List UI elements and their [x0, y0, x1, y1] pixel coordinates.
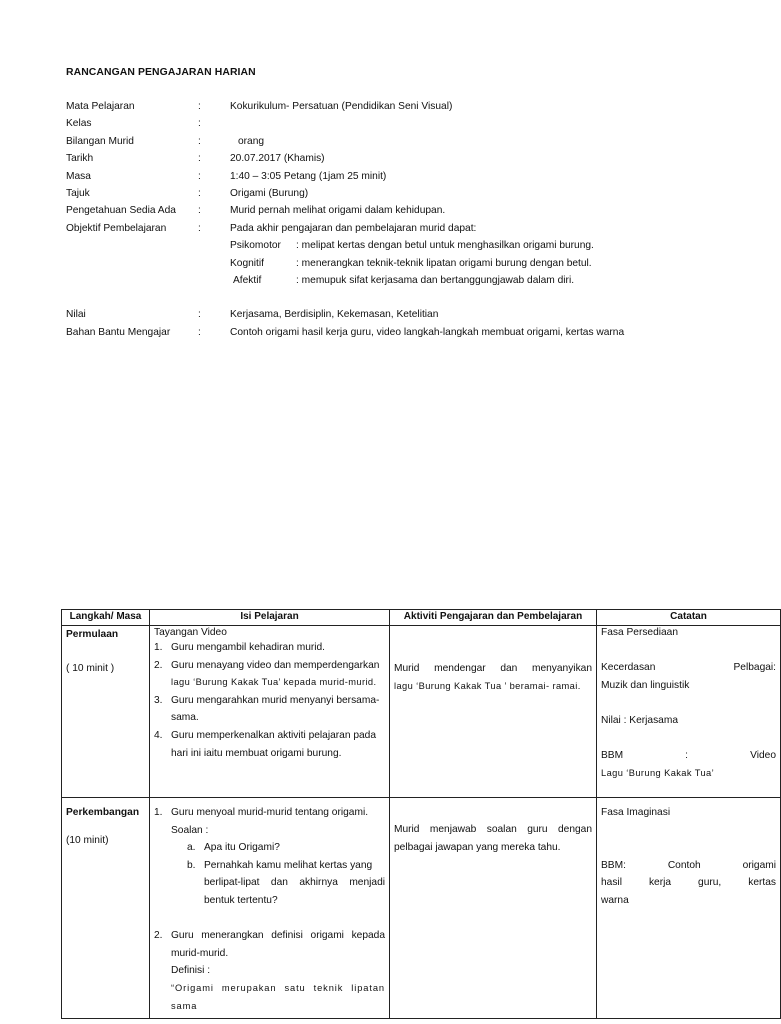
- list-item: 2. Guru menerangkan definisi origami kepada murid-murid. Definisi : “Origami merupakan satu teknik lipatan sama: [154, 930, 385, 1011]
- objective-desc: : menerangkan teknik-teknik lipatan origami burung dengan betul.: [296, 257, 592, 269]
- info-label: Mata Pelajaran: [66, 101, 135, 112]
- info-value: Origami (Burung): [230, 187, 309, 199]
- objective-desc: : melipat kertas dengan betul untuk menghasilkan origami burung.: [296, 240, 594, 252]
- step-time: ( 10 minit ): [66, 663, 115, 674]
- table-row-perkembangan: [62, 798, 781, 1019]
- info-label: Bilangan Murid: [66, 135, 134, 147]
- step-time: (10 minit): [66, 834, 109, 846]
- info-colon: :: [198, 222, 201, 234]
- info-value: Murid pernah melihat origami dalam kehidupan.: [230, 205, 446, 217]
- info-colon: :: [198, 326, 201, 338]
- catatan-bbm: BBM : Video: [601, 749, 776, 761]
- info-value: Contoh origami hasil kerja guru, video langkah-langkah membuat origami, kertas warna: [230, 326, 625, 338]
- info-value: orang: [238, 135, 265, 147]
- header-aktiviti: Aktiviti Pengajaran dan Pembelajaran: [390, 610, 597, 626]
- catatan-bbm: BBM: Contoh origami hasil kerja guru, kertas warna: [601, 859, 776, 906]
- catatan-cell: [597, 626, 781, 798]
- catatan-cell: [597, 798, 781, 1019]
- info-colon: :: [198, 170, 201, 182]
- table-header-row: [62, 610, 781, 626]
- info-label: Tajuk: [66, 187, 90, 199]
- objective-key: Kognitif: [230, 257, 264, 269]
- catatan-nilai: Nilai : Kerjasama: [601, 714, 678, 726]
- isi-heading: Tayangan Video: [154, 627, 227, 638]
- aktiviti-cell: [390, 626, 597, 798]
- info-colon: :: [198, 187, 201, 199]
- info-colon: :: [198, 118, 201, 130]
- table-row-permulaan: [62, 626, 781, 798]
- step-label: Permulaan: [66, 629, 119, 640]
- header-langkah: Langkah/ Masa: [62, 610, 150, 626]
- info-value: 20.07.2017 (Khamis): [230, 153, 325, 165]
- info-colon: :: [198, 135, 201, 147]
- list-item: 1. Guru mengambil kehadiran murid.: [154, 642, 326, 653]
- info-value: 1:40 – 3:05 Petang (1jam 25 minit): [230, 170, 387, 182]
- info-label: Nilai: [66, 309, 86, 321]
- info-label: Tarikh: [66, 153, 94, 165]
- info-value: Kerjasama, Berdisiplin, Kekemasan, Ketelitian: [230, 309, 439, 321]
- aktiviti-cell: [390, 798, 597, 1019]
- isi-list: [154, 804, 385, 1015]
- objective-key: Psikomotor: [230, 240, 281, 252]
- info-value: Kokurikulum- Persatuan (Pendidikan Seni Visual): [230, 101, 453, 112]
- info-colon: :: [198, 205, 201, 217]
- info-label: Bahan Bantu Mengajar: [66, 326, 171, 338]
- isi-cell: [150, 798, 390, 1019]
- catatan-kecerdasan-detail: Muzik dan linguistik: [601, 679, 690, 691]
- info-colon: :: [198, 153, 201, 165]
- page-title: RANCANGAN PENGAJARAN HARIAN: [66, 67, 256, 78]
- info-colon: :: [198, 101, 201, 112]
- list-item: 3. Guru mengarahkan murid menyanyi bersama- sama.: [154, 694, 380, 724]
- lesson-table: [61, 609, 781, 1019]
- info-label: Objektif Pembelajaran: [66, 222, 167, 234]
- isi-list: [154, 639, 385, 762]
- catatan-fasa: Fasa Imaginasi: [601, 807, 671, 818]
- info-label: Kelas: [66, 118, 92, 130]
- catatan-lagu: Lagu ‘Burung Kakak Tua’: [601, 767, 715, 778]
- objective-key: Afektif: [233, 274, 262, 286]
- isi-cell: [150, 626, 390, 798]
- info-colon: :: [198, 309, 201, 321]
- catatan-fasa: Fasa Persediaan: [601, 627, 679, 638]
- aktiviti-text: Murid menjawab soalan guru dengan pelbagai jawapan yang mereka tahu.: [394, 824, 592, 853]
- header-isi: Isi Pelajaran: [150, 610, 390, 626]
- catatan-kecerdasan: Kecerdasan Pelbagai:: [601, 662, 776, 673]
- list-item: 4. Guru memperkenalkan aktiviti pelajaran pada hari ini iaitu membuat origami burung.: [154, 729, 376, 759]
- step-label: Perkembangan: [66, 807, 140, 818]
- info-label: Masa: [66, 170, 91, 182]
- header-catatan: Catatan: [597, 610, 781, 626]
- info-value: Pada akhir pengajaran dan pembelajaran murid dapat:: [230, 222, 477, 234]
- aktiviti-text: Murid mendengar dan menyanyikan lagu ‘Burung Kakak Tua ’ beramai- ramai.: [394, 663, 592, 691]
- list-item: b. Pernahkah kamu melihat kertas yang berlipat-lipat dan akhirnya menjadi bentuk tertentu?: [187, 859, 385, 906]
- step-cell: [62, 798, 150, 1019]
- list-item: 2. Guru menayang video dan memperdengarkan lagu ‘Burung Kakak Tua’ kepada murid-murid.: [154, 659, 380, 688]
- step-cell: [62, 626, 150, 798]
- info-label: Pengetahuan Sedia Ada: [66, 205, 176, 217]
- objective-desc: : memupuk sifat kerjasama dan bertanggungjawab dalam diri.: [296, 274, 575, 286]
- list-item: a. Apa itu Origami?: [187, 842, 280, 854]
- list-item: 1. Guru menyoal murid-murid tentang origami. Soalan : a. Apa itu Origami? b. Pernahkah kamu melihat kertas yang berlipat-lipat dan akhirnya menjadi bentuk tertentu?: [154, 804, 385, 910]
